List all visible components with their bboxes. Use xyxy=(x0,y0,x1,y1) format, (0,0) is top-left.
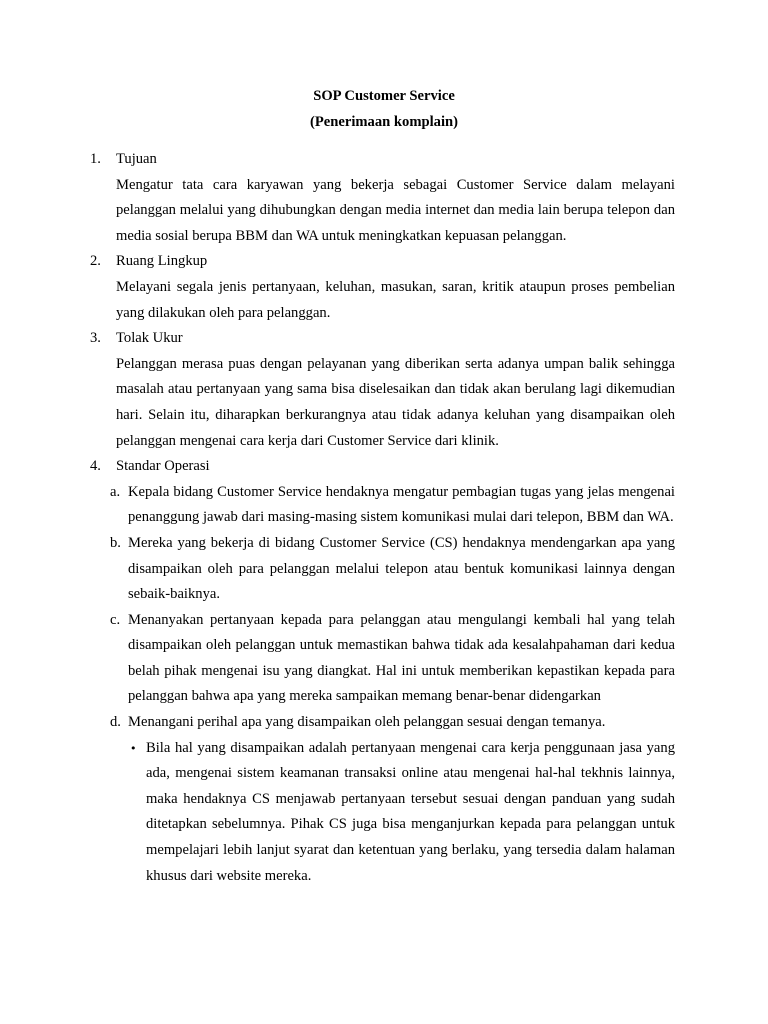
list-item-letter: d. xyxy=(110,714,121,731)
list-item-text: Kepala bidang Customer Service hendaknya mengatur pembagian tugas yang jelas mengenai penanggung jawab dari masing-masing sistem komunikasi mulai dari telepon, BBM dan WA. xyxy=(128,483,675,526)
section-number: 3. xyxy=(90,330,101,347)
section-standar-operasi xyxy=(90,454,675,889)
section-tolak-ukur xyxy=(90,326,675,454)
section-heading xyxy=(90,147,675,173)
list-item xyxy=(90,710,675,736)
section-title: Ruang Lingkup xyxy=(116,253,208,270)
document-title: SOP Customer Service xyxy=(313,88,455,104)
section-number: 4. xyxy=(90,458,101,475)
section-heading xyxy=(90,249,675,275)
list-item-text: Menanyakan pertanyaan kepada para pelanggan atau mengulangi kembali hal yang telah disampaikan oleh pelanggan untuk memastikan bahwa tidak ada kesalahpahaman dari kedua belah pihak mengenai isu yang diangkat. Hal ini untuk memberikan kepastikan kepada para pelanggan bahwa apa yang mereka sampaikan memang benar-benar didengarkan xyxy=(128,611,675,705)
section-heading xyxy=(90,454,675,480)
list-item-letter: b. xyxy=(110,534,121,551)
section-ruang-lingkup xyxy=(90,249,675,326)
title-block xyxy=(0,84,768,135)
section-tujuan xyxy=(90,147,675,249)
bullet-text: Bila hal yang disampaikan adalah pertanyaan mengenai cara kerja penggunaan jasa yang ada, mengenai sistem keamanan transaksi online atau mengenai hal-hal tekhnis lainnya, maka hendaknya CS menjawab pertanyaan tersebut sesuai dengan panduan yang sudah ditetapkan sebelumnya. Pihak CS juga bisa menganjurkan kepada para pelanggan untuk mempelajari lebih lanjut syarat dan ketentuan yang berlaku, yang tersedia dalam halaman khusus dari website mereka. xyxy=(146,739,675,884)
section-body: Melayani segala jenis pertanyaan, keluhan, masukan, saran, kritik ataupun proses pembelian yang dilakukan oleh para pelanggan. xyxy=(116,278,675,321)
list-item-text: Mereka yang bekerja di bidang Customer Service (CS) hendaknya mendengarkan apa yang disampaikan oleh para pelanggan melalui telepon atau bentuk komunikasi lainnya dengan sebaik-baiknya. xyxy=(128,534,675,603)
document-content xyxy=(90,147,675,889)
section-number: 2. xyxy=(90,253,101,270)
section-body: Pelanggan merasa puas dengan pelayanan yang diberikan serta adanya umpan balik sehingga masalah atau pertanyaan yang sama bisa diselesaikan dan tidak akan berulang lagi dikemudian hari. Selain itu, diharapkan berkurangnya atau tidak adanya keluhan yang disampaikan oleh pelanggan mengenai cara kerja dari Customer Service dari klinik. xyxy=(116,355,675,449)
bullet-icon: • xyxy=(130,741,137,755)
section-number: 1. xyxy=(90,151,101,167)
document-subtitle: (Penerimaan komplain) xyxy=(310,113,458,130)
section-title: Standar Operasi xyxy=(116,458,210,475)
section-body: Mengatur tata cara karyawan yang bekerja sebagai Customer Service dalam melayani pelanggan melalui yang dihubungkan dengan media internet dan media lain berupa telepon dan media sosial berupa BBM dan WA untuk meningkatkan kepuasan pelanggan. xyxy=(116,176,675,244)
list-item-letter: c. xyxy=(110,611,121,628)
bullet-item xyxy=(90,736,675,890)
section-title: Tujuan xyxy=(116,151,157,167)
section-title: Tolak Ukur xyxy=(116,330,183,347)
list-item xyxy=(90,608,675,710)
list-item-text: Menangani perihal apa yang disampaikan oleh pelanggan sesuai dengan temanya. xyxy=(128,714,606,731)
list-item-letter: a. xyxy=(110,483,121,500)
list-item xyxy=(90,531,675,608)
list-item xyxy=(90,480,675,531)
section-heading xyxy=(90,326,675,352)
